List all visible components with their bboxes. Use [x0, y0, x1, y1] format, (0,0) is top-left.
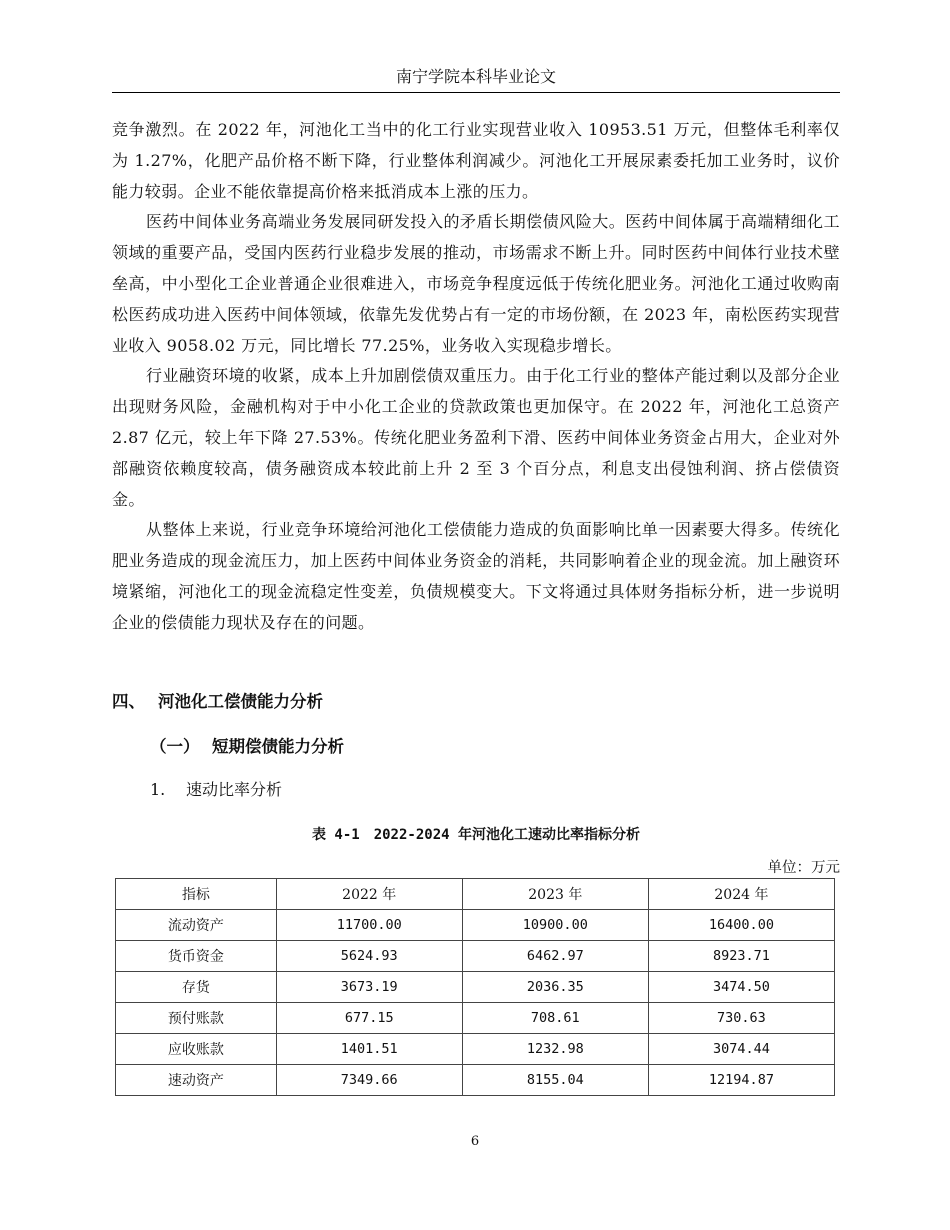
subsection-number: （一） — [150, 737, 200, 756]
row-label: 流动资产 — [116, 910, 277, 941]
paragraph-2: 医药中间体业务高端业务发展同研发投入的矛盾长期偿债风险大。医药中间体属于高端精细化工领域的重要产品，受国内医药行业稳步发展的推动，市场需求不断上升。同时医药中间体行业技术壁垒高，中小型化工企业普通企业很难进入，市场竞争程度远低于传统化肥业务。河池化工通过收购南松医药成功进入医药中间体领域，依靠先发优势占有一定的市场份额，在 2023 年，南松医药实现营业收入 9058.02 万元，同比增长 77.25%，业务收入实现稳步增长。 — [112, 212, 840, 355]
paragraph-3: 行业融资环境的收紧，成本上升加剧偿债双重压力。由于化工行业的整体产能过剩以及部分企业出现财务风险，金融机构对于中小化工企业的贷款政策也更加保守。在 2022 年，河池化工总资产 2.87 亿元，较上年下降 27.53%。传统化肥业务盈利下滑、医药中间体业务资金占用大，企业对外部融资依赖度较高，债务融资成本较此前上升 2 至 3 个百分点，利息支出侵蚀利润、挤占偿债资金。 — [112, 366, 840, 509]
table-row — [116, 941, 835, 972]
subsubsection-number: 1. — [150, 780, 166, 799]
table-cell: 1232.98 — [462, 1034, 648, 1065]
column-header: 指标 — [116, 879, 277, 910]
section-number: 四、 — [112, 692, 145, 711]
column-header: 2022 年 — [276, 879, 462, 910]
table-cell: 708.61 — [462, 1003, 648, 1034]
table-cell: 11700.00 — [276, 910, 462, 941]
column-header: 2023 年 — [462, 879, 648, 910]
table-row — [116, 910, 835, 941]
section-title: 河池化工偿债能力分析 — [158, 692, 323, 711]
table-cell: 8155.04 — [462, 1065, 648, 1096]
table-cell: 10900.00 — [462, 910, 648, 941]
table-caption: 表 4-1 2022-2024 年河池化工速动比率指标分析 — [311, 827, 640, 843]
subsection-heading — [150, 733, 344, 757]
body-text — [112, 115, 840, 639]
table-header-row — [116, 879, 835, 910]
row-label: 存货 — [116, 972, 277, 1003]
table-cell: 2036.35 — [462, 972, 648, 1003]
page-header-title: 南宁学院本科毕业论文 — [395, 67, 556, 86]
table-cell: 730.63 — [648, 1003, 834, 1034]
header-divider — [112, 92, 840, 93]
section-heading — [112, 688, 323, 712]
paragraph-4: 从整体上来说，行业竞争环境给河池化工偿债能力造成的负面影响比单一因素要大得多。传统化肥业务造成的现金流压力，加上医药中间体业务资金的消耗，共同影响着企业的现金流。加上融资环境紧缩，河池化工的现金流稳定性变差，负债规模变大。下文将通过具体财务指标分析，进一步说明企业的偿债能力现状及存在的问题。 — [112, 520, 840, 632]
table-row — [116, 1003, 835, 1034]
table-unit: 单位：万元 — [767, 860, 840, 876]
table-cell: 3474.50 — [648, 972, 834, 1003]
table-cell: 6462.97 — [462, 941, 648, 972]
table-cell: 677.15 — [276, 1003, 462, 1034]
table-cell: 1401.51 — [276, 1034, 462, 1065]
table-cell: 5624.93 — [276, 941, 462, 972]
row-label: 速动资产 — [116, 1065, 277, 1096]
table-cell: 12194.87 — [648, 1065, 834, 1096]
table-row — [116, 1065, 835, 1096]
column-header: 2024 年 — [648, 879, 834, 910]
table-row — [116, 1034, 835, 1065]
table-cell: 3074.44 — [648, 1034, 834, 1065]
table-cell: 8923.71 — [648, 941, 834, 972]
row-label: 应收账款 — [116, 1034, 277, 1065]
table-row — [116, 972, 835, 1003]
table-cell: 3673.19 — [276, 972, 462, 1003]
page-number: 6 — [470, 1134, 480, 1149]
table-cell: 7349.66 — [276, 1065, 462, 1096]
row-label: 货币资金 — [116, 941, 277, 972]
table-cell: 16400.00 — [648, 910, 834, 941]
quick-ratio-table — [115, 878, 835, 1096]
subsection-title: 短期偿债能力分析 — [212, 737, 344, 756]
paragraph-1: 竞争激烈。在 2022 年，河池化工当中的化工行业实现营业收入 10953.51 万元，但整体毛利率仅为 1.27%，化肥产品价格不断下降，行业整体利润减少。河池化工开展尿素委托加工业务时，议价能力较弱。企业不能依靠提高价格来抵消成本上涨的压力。 — [112, 120, 840, 201]
row-label: 预付账款 — [116, 1003, 277, 1034]
subsubsection-heading — [150, 777, 282, 800]
subsubsection-title: 速动比率分析 — [186, 780, 283, 799]
